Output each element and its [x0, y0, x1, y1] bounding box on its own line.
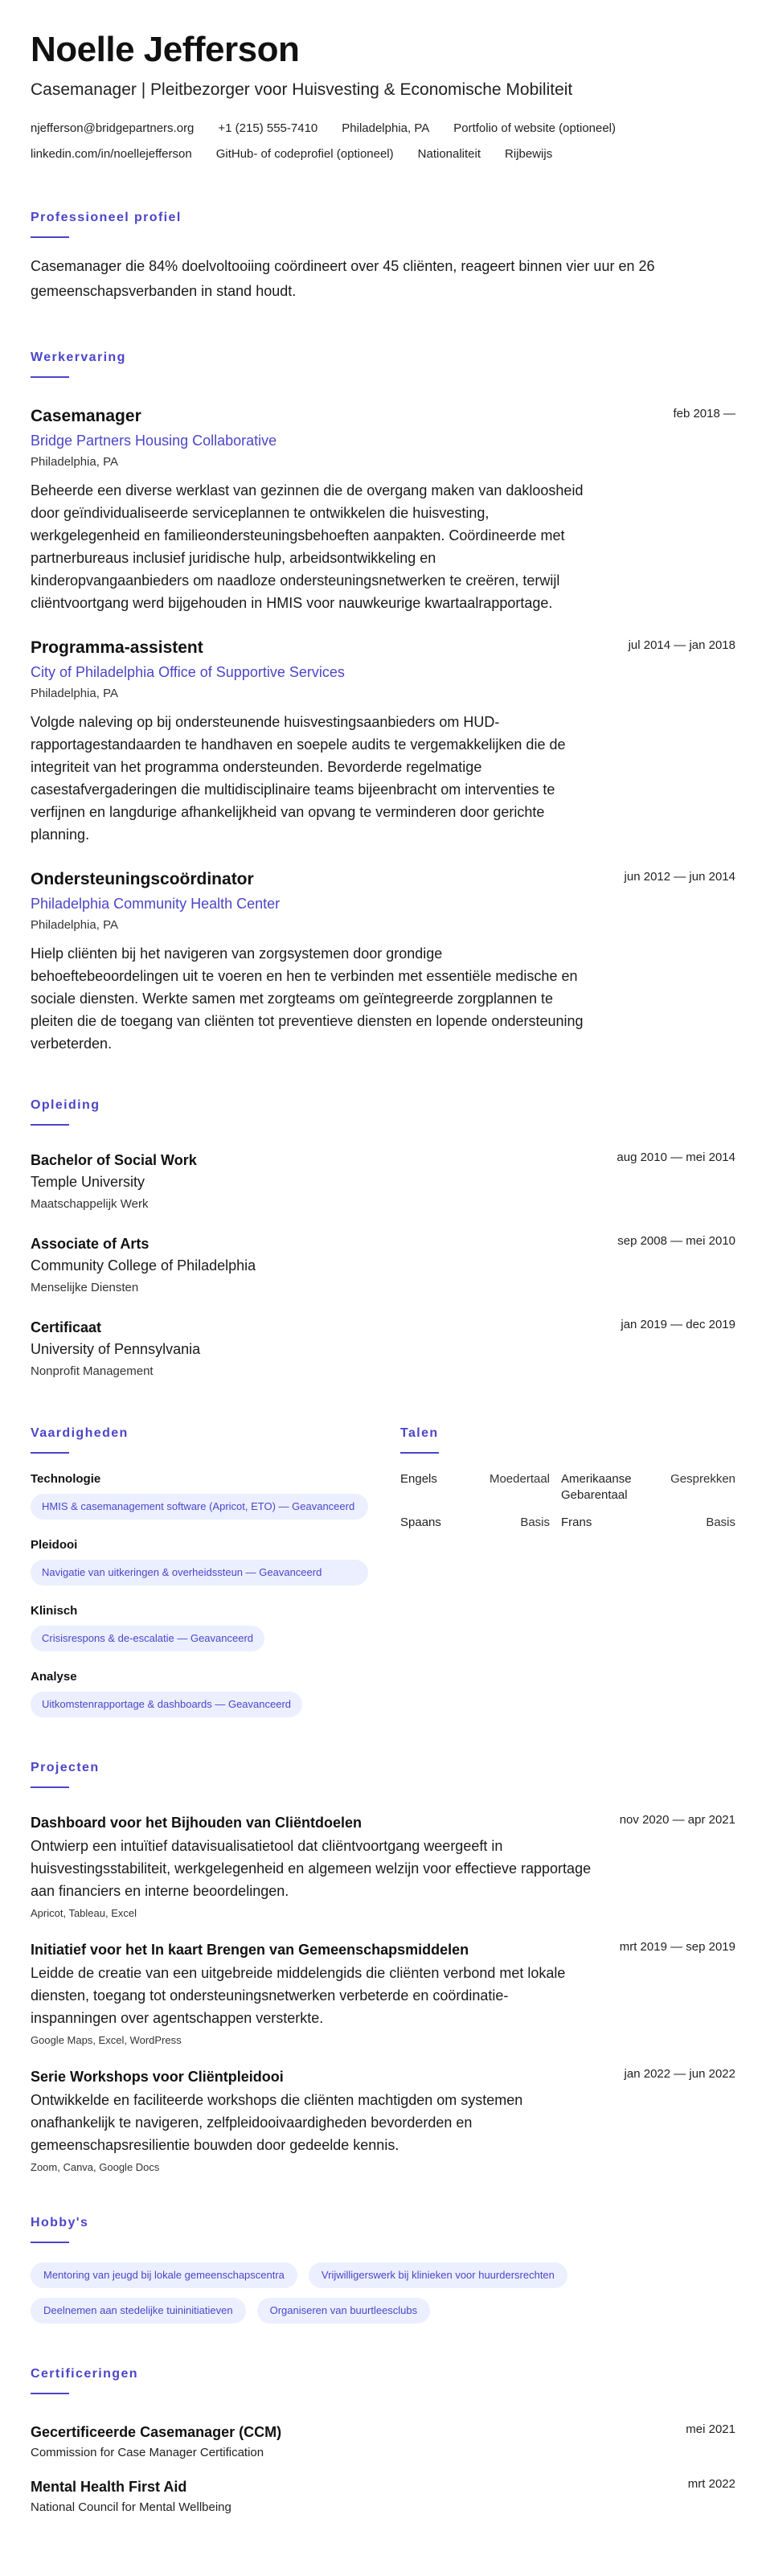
education-degree: Certificaat: [31, 1319, 102, 1335]
certification-date: mrt 2022: [687, 2477, 735, 2491]
section-title-skills: Vaardigheden: [31, 1426, 129, 1440]
experience-section: [31, 349, 735, 1055]
section-title-hobbies: Hobby's: [31, 2216, 89, 2229]
section-divider: [31, 1124, 69, 1126]
contact-portfolio[interactable]: Portfolio of website (optioneel): [453, 121, 616, 135]
language-name: Frans: [561, 1516, 592, 1529]
section-title-certifications: Certificeringen: [31, 2367, 138, 2381]
contact-linkedin[interactable]: linkedin.com/in/noellejefferson: [31, 147, 192, 161]
hobby-list: [31, 2262, 738, 2324]
section-title-profile: Professioneel profiel: [31, 211, 182, 224]
job-title: Programma-assistent: [31, 638, 203, 657]
skill-category: Klinisch: [31, 1604, 78, 1618]
contact-phone[interactable]: +1 (215) 555-7410: [218, 121, 318, 135]
skill-tag: Uitkomstenrapportage & dashboards — Geavanceerd: [31, 1692, 302, 1717]
project-title: Serie Workshops voor Cliëntpleidooi: [31, 2069, 284, 2085]
job-date: jun 2012 — jun 2014: [624, 870, 735, 884]
job-description: Hielp cliënten bij het navigeren van zorgsystemen door grondige behoeftebeoordelingen uit te voeren en hen te verbinden met essentiële medische en sociale diensten. Werkte samen met zorgteams om geïntegreerde zorgplannen te pleiten die de toegang van cliënten tot preventieve diensten en lopende ondersteuning verbeterden.: [31, 945, 584, 1052]
languages-section: [400, 1425, 735, 1531]
project-date: nov 2020 — apr 2021: [619, 1813, 735, 1827]
project-title: Dashboard voor het Bijhouden van Cliëntdoelen: [31, 1815, 363, 1831]
language-level: Basis: [520, 1516, 550, 1529]
project-entry: [31, 1812, 735, 1922]
certifications-section: [31, 2365, 735, 2517]
skills-languages-row: [31, 1425, 735, 1717]
projects-section: [31, 1759, 735, 2176]
job-organization: City of Philadelphia Office of Supportive Services: [31, 664, 345, 680]
education-school: University of Pennsylvania: [31, 1341, 201, 1357]
job-date: jul 2014 — jan 2018: [628, 638, 735, 652]
profile-section: [31, 209, 735, 304]
section-title-languages: Talen: [400, 1426, 439, 1440]
project-date: mrt 2019 — sep 2019: [619, 1940, 735, 1954]
job-title: Casemanager: [31, 407, 141, 425]
certification-title: Gecertificeerde Casemanager (CCM): [31, 2424, 282, 2440]
job-description: Volgde naleving op bij ondersteunende huisvestingsaanbieders om HUD-rapportagestandaarden te handhaven en soepele audits te vergemakkelijken die de integriteit van het programma ondersteunden. Bevorderde regelmatige casestafvergaderingen die multidisciplinaire teams bijeenbracht om interventies te verfijnen en langdurige afhankelijkheid van opvang te verminderen door gerichte planning.: [31, 714, 566, 843]
education-entry: [31, 1317, 735, 1381]
job-location: Philadelphia, PA: [31, 455, 118, 469]
skill-tag: Crisisrespons & de-escalatie — Geavanceerd: [31, 1626, 264, 1651]
project-date: jan 2022 — jun 2022: [624, 2067, 735, 2081]
certification-entry: [31, 2422, 735, 2462]
contact-github[interactable]: GitHub- of codeprofiel (optioneel): [215, 147, 394, 161]
project-entry: [31, 1939, 735, 2049]
certification-title: Mental Health First Aid: [31, 2479, 187, 2495]
education-date: sep 2008 — mei 2010: [617, 1234, 735, 1248]
project-description: Ontwierp een intuïtief datavisualisatietool dat cliëntvoortgang weergeeft in huisvestingsstabiliteit, werkgelegenheid en algemeen welzijn voor effectieve rapportage aan financiers en interne beoordelingen.: [31, 1838, 592, 1899]
hobby-tag: Organiseren van buurtleesclubs: [257, 2298, 431, 2324]
hobby-tag: Vrijwilligerswerk bij klinieken voor huurdersrechten: [309, 2262, 567, 2288]
project-tools: Google Maps, Excel, WordPress: [31, 2034, 182, 2046]
project-entry: [31, 2066, 735, 2176]
education-section: [31, 1097, 735, 1381]
language-name: Amerikaanse Gebarentaal: [561, 1472, 632, 1502]
skill-group: [31, 1669, 368, 1717]
language-item: [400, 1471, 561, 1503]
section-divider: [31, 1786, 69, 1788]
education-degree: Associate of Arts: [31, 1236, 150, 1252]
certification-issuer: Commission for Case Manager Certification: [31, 2446, 264, 2459]
project-description: Ontwikkelde en faciliteerde workshops die cliënten machtigden om systemen onafhankelijk te navigeren, zelfpleidooivaardigheden bevorderden en gemeenschapsresilientie bouwden door gedeelde kennis.: [31, 2092, 523, 2153]
job-organization: Philadelphia Community Health Center: [31, 896, 281, 912]
education-school: Community College of Philadelphia: [31, 1257, 256, 1274]
certification-date: mei 2021: [686, 2422, 735, 2436]
skill-group: [31, 1603, 368, 1651]
language-grid: [400, 1471, 735, 1531]
job-entry: [31, 637, 735, 846]
contact-email[interactable]: njefferson@bridgepartners.org: [31, 121, 195, 135]
skill-tag: HMIS & casemanagement software (Apricot, ETO) — Geavanceerd: [31, 1494, 368, 1520]
job-location: Philadelphia, PA: [31, 687, 118, 700]
section-divider: [31, 376, 69, 378]
skill-group: [31, 1537, 368, 1585]
skill-tag: Navigatie van uitkeringen & overheidssteun — Geavanceerd: [31, 1560, 368, 1585]
skill-category: Technologie: [31, 1472, 101, 1486]
language-item: [400, 1515, 561, 1531]
skill-category: Pleidooi: [31, 1538, 78, 1552]
project-tools: Apricot, Tableau, Excel: [31, 1907, 137, 1919]
language-level: Moedertaal: [489, 1472, 550, 1486]
language-level: Basis: [706, 1516, 735, 1529]
hobby-tag: Deelnemen aan stedelijke tuininitiatieven: [31, 2298, 246, 2324]
section-divider: [400, 1452, 439, 1454]
education-entry: [31, 1233, 735, 1298]
profile-summary: Casemanager die 84% doelvoltooiing coördineert over 45 cliënten, reageert binnen vier uur en 26 gemeenschapsverbanden in stand houdt.: [31, 258, 655, 299]
education-entry: [31, 1150, 735, 1214]
contact-license: Rijbewijs: [505, 147, 553, 161]
certification-entry: [31, 2476, 735, 2517]
skill-category: Analyse: [31, 1670, 77, 1684]
job-entry: [31, 868, 735, 1055]
education-field: Menselijke Diensten: [31, 1281, 139, 1294]
job-title: Ondersteuningscoördinator: [31, 870, 254, 888]
section-divider: [31, 1452, 69, 1454]
project-title: Initiatief voor het In kaart Brengen van Gemeenschapsmiddelen: [31, 1942, 469, 1958]
skills-section: [31, 1425, 368, 1717]
contact-location: Philadelphia, PA: [342, 121, 430, 135]
section-divider: [31, 2393, 69, 2394]
hobbies-section: [31, 2214, 735, 2324]
language-name: Spaans: [400, 1516, 441, 1529]
language-name: Engels: [400, 1472, 437, 1486]
section-divider: [31, 2242, 69, 2243]
candidate-subtitle: Casemanager | Pleitbezorger voor Huisvesting & Economische Mobiliteit: [31, 80, 573, 99]
candidate-name: Noelle Jefferson: [31, 30, 300, 69]
skill-group: [31, 1471, 368, 1520]
education-date: jan 2019 — dec 2019: [621, 1318, 735, 1331]
contact-list: [31, 121, 738, 162]
education-date: aug 2010 — mei 2014: [616, 1151, 735, 1164]
education-school: Temple University: [31, 1174, 145, 1190]
language-item: [561, 1515, 735, 1531]
contact-nationality: Nationaliteit: [417, 147, 481, 161]
resume-header: [31, 29, 735, 162]
education-field: Maatschappelijk Werk: [31, 1197, 149, 1211]
language-item: [561, 1471, 735, 1503]
project-description: Leidde de creatie van een uitgebreide middelengids die cliënten verbond met lokale diensten, toegang tot ondersteuningsnetwerken verbeterde en coördinatie-inspanningen over agentschappen versterkte.: [31, 1965, 566, 2026]
education-field: Nonprofit Management: [31, 1364, 154, 1378]
language-level: Gesprekken: [670, 1472, 735, 1486]
job-entry: [31, 405, 735, 614]
job-description: Beheerde een diverse werklast van gezinnen die de overgang maken van dakloosheid door geïndividualiseerde serviceplannen te ontwikkelen die huisvesting, werkgelegenheid en familieondersteuningsbehoeften aanpakten. Coördineerde met partnerbureaus inclusief juridische hulp, arbeidsontwikkeling en kinderopvangaanbieders om naadloze ondersteuningsnetwerken te creëren, terwijl cliëntvoortgang werd bijgehouden in HMIS voor nauwkeurige kwartaalrapportage.: [31, 482, 584, 611]
certification-issuer: National Council for Mental Wellbeing: [31, 2500, 231, 2514]
section-title-experience: Werkervaring: [31, 351, 126, 364]
job-organization: Bridge Partners Housing Collaborative: [31, 433, 277, 449]
section-divider: [31, 236, 69, 238]
job-location: Philadelphia, PA: [31, 918, 118, 932]
job-date: feb 2018 —: [673, 407, 735, 420]
education-degree: Bachelor of Social Work: [31, 1152, 197, 1168]
hobby-tag: Mentoring van jeugd bij lokale gemeenschapscentra: [31, 2262, 297, 2288]
project-tools: Zoom, Canva, Google Docs: [31, 2161, 160, 2173]
section-title-education: Opleiding: [31, 1098, 100, 1112]
section-title-projects: Projecten: [31, 1761, 100, 1774]
